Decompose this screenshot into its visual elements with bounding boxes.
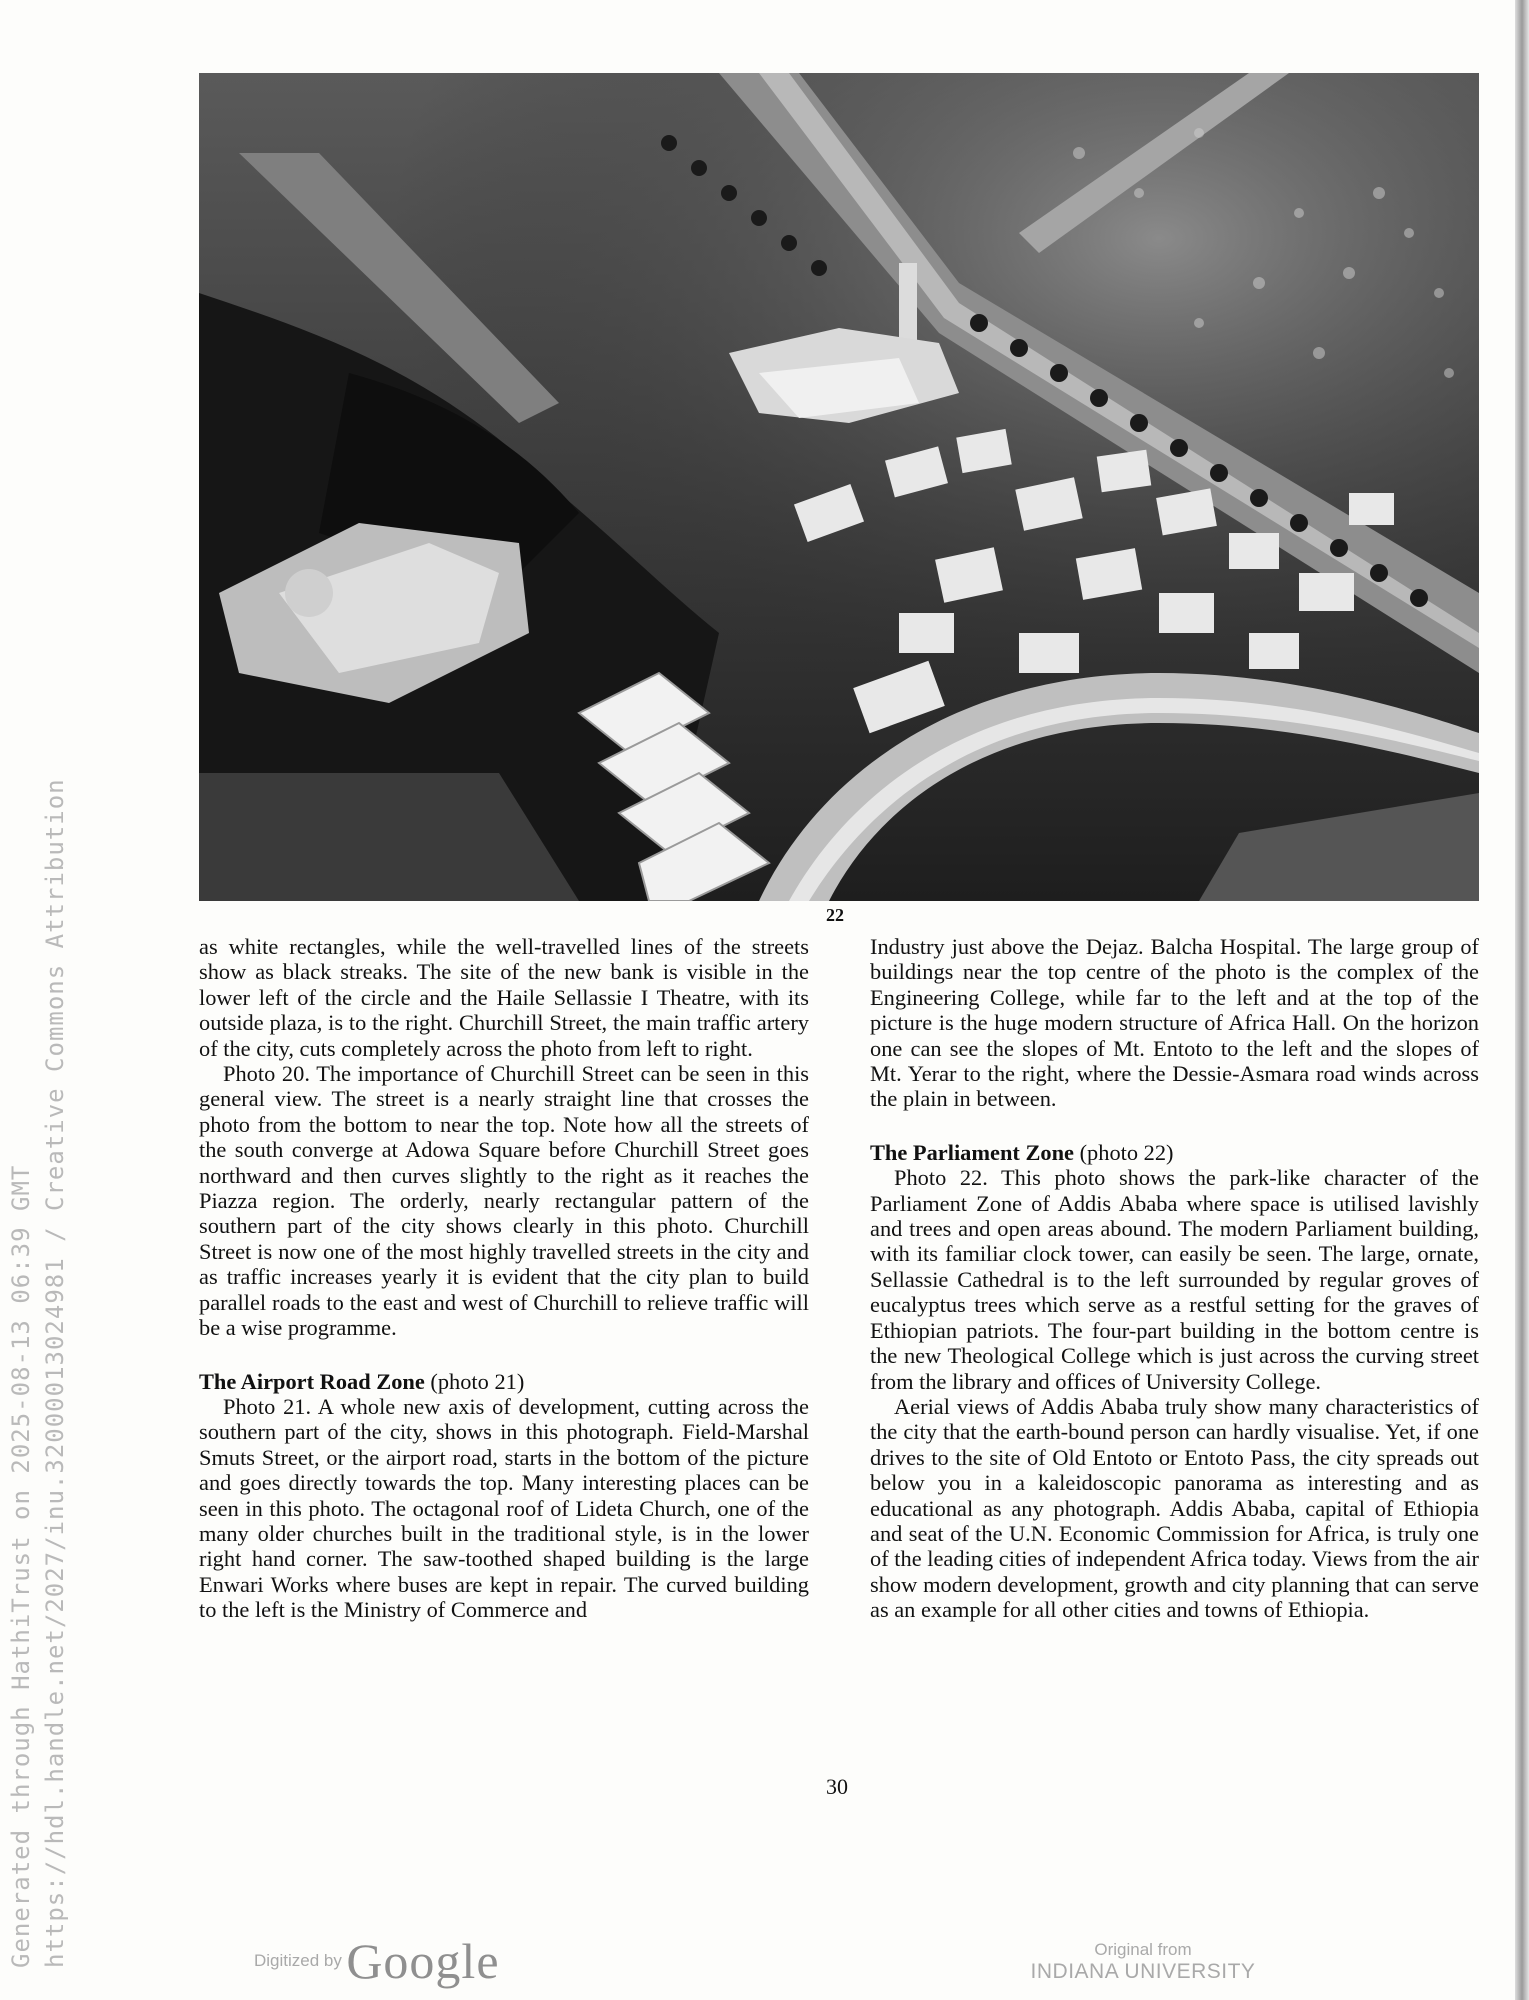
right-paragraph-photo-22: Photo 22. This photo shows the park-like character of the Parliament Zone of Addis Ababa where space is utilised lavishly and trees and open areas abound. The modern Parliament building, with its familiar clock tower, can easily be seen. The large, ornate, Sellassie Cathedral is to the left surrounded by regular groves of eucalyptus trees which serve as a restful setting for the graves of Ethiopian patriots. The four-part building in the bottom centre is the new Theological College which is just across the curving street from the library and offices of University College. bbox=[870, 1165, 1479, 1394]
right-column bbox=[870, 934, 1479, 1623]
original-from-label: Original from bbox=[1094, 1940, 1192, 1959]
google-logo: Google bbox=[346, 1933, 500, 1989]
heading-parliament-zone-title: The Parliament Zone bbox=[870, 1139, 1074, 1165]
watermark-line-1: Generated through HathiTrust on 2025-08-13 06:39 GMT bbox=[7, 1164, 35, 1968]
page-number: 30 bbox=[826, 1774, 848, 1799]
left-paragraph-photo-20: Photo 20. The importance of Churchill Street can be seen in this general view. The street is a nearly straight line that crosses the photo from the bottom to near the top. Note how all the streets of the south converge at Adowa Square before Churchill Street goes northward and then curves slightly to the right as it reaches the Piazza region. The orderly, nearly rectangular pattern of the southern part of the city shows clearly in this photo. Churchill Street is now one of the most highly travelled streets in the city and as traffic increases yearly it is evident that the city plan to build parallel roads to the east and west of Churchill to relieve traffic will be a wise programme. bbox=[199, 1061, 809, 1341]
left-column bbox=[199, 934, 809, 1623]
original-from bbox=[1018, 1940, 1268, 1984]
heading-parliament-zone-ref: (photo 22) bbox=[1074, 1139, 1174, 1165]
digitized-by-label: Digitized by bbox=[254, 1951, 342, 1970]
aerial-photo bbox=[199, 73, 1479, 901]
heading-airport-road-zone-title: The Airport Road Zone bbox=[199, 1368, 425, 1394]
indiana-university-label: INDIANA UNIVERSITY bbox=[1030, 1960, 1256, 1983]
watermark-line-2: https://hdl.handle.net/2027/inu.32000013024981 / Creative Commons Attribution bbox=[41, 778, 69, 1968]
digitized-by-google bbox=[254, 1932, 500, 1990]
left-paragraph-1: as white rectangles, while the well-travelled lines of the streets show as black streaks. The site of the new bank is visible in the lower left of the circle and the Haile Sellassie I Theatre, with its outside plaza, is to the right. Churchill Street, the main traffic artery of the city, cuts completely across the photo from left to right. bbox=[199, 934, 809, 1061]
photo-number: 22 bbox=[826, 905, 844, 925]
page-edge-shadow bbox=[1515, 0, 1529, 2000]
right-paragraph-1: Industry just above the Dejaz. Balcha Hospital. The large group of buildings near the top centre of the photo is the complex of the Engineering College, while far to the left and at the top of the picture is the huge modern structure of Africa Hall. On the horizon one can see the slopes of Mt. Entoto to the left and the slopes of Mt. Yerar to the right, where the Dessie-Asmara road winds across the plain in between. bbox=[870, 934, 1479, 1112]
aerial-photo-drawing bbox=[199, 73, 1479, 901]
heading-parliament-zone bbox=[870, 1140, 1479, 1165]
heading-airport-road-zone-ref: (photo 21) bbox=[424, 1368, 525, 1394]
left-paragraph-photo-21: Photo 21. A whole new axis of development, cutting across the southern part of the city, shows in this photograph. Field-Marshal Smuts Street, or the airport road, starts in the bottom of the picture and goes directly towards the top. Many interesting places can be seen in this photo. The octagonal roof of Lideta Church, one of the many older churches built in the traditional style, is in the lower right hand corner. The saw-toothed shaped building is the large Enwari Works where buses are kept in repair. The curved building to the left is the Ministry of Commerce and bbox=[199, 1393, 809, 1623]
hathitrust-watermark bbox=[4, 778, 72, 1968]
heading-airport-road-zone bbox=[199, 1369, 809, 1394]
right-paragraph-aerial-views: Aerial views of Addis Ababa truly show many characteristics of the city that the earth-bound person can hardly visualise. Yet, if one drives to the site of Old Entoto or Entoto Pass, the city spreads out below you in a kaleidoscopic panorama as interesting and as educational as any photograph. Addis Ababa, capital of Ethiopia and seat of the U.N. Economic Commission for Africa, is truly one of the leading cities of independent Africa today. Views from the air show modern development, growth and city planning that can serve as an example for all other cities and towns of Ethiopia. bbox=[870, 1393, 1479, 1623]
